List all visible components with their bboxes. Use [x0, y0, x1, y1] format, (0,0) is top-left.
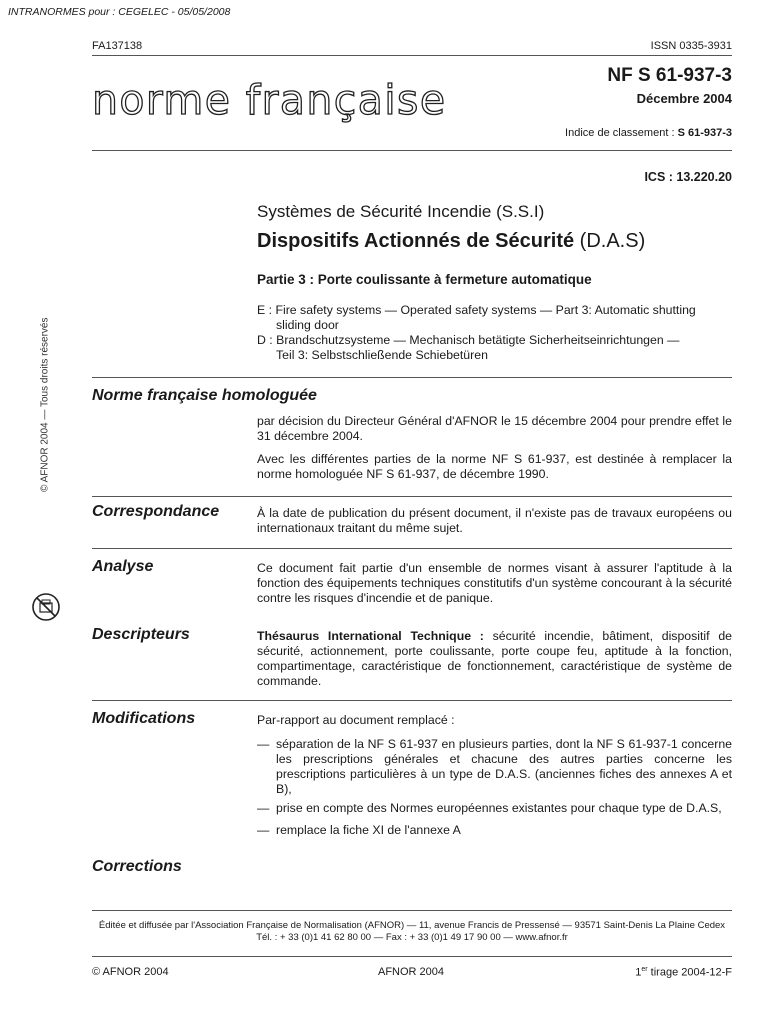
title-top-divider [92, 150, 732, 151]
descripteurs-keywords: sécurité incendie, bâtiment, dispositif de sécurité, actionnement, porte coulissante, porte coupe feu, aptitude à la fonction, compartimentage, caractéristique de fonctionnement, caractéristique de système de commande. [257, 629, 732, 688]
footer-copyright: © AFNOR 2004 [92, 966, 169, 978]
section-heading-correspondance: Correspondance [92, 503, 220, 520]
standard-number: NF S 61-937-3 [607, 65, 732, 86]
section-heading-analyse: Analyse [92, 558, 154, 575]
ics-code: ICS : 13.220.20 [644, 170, 732, 184]
print-edition: 1er tirage 2004-12-F [635, 966, 732, 979]
section-divider-3 [92, 700, 732, 701]
modifications-intro: Par-rapport au document remplacé : [257, 713, 455, 727]
title-line-1: Systèmes de Sécurité Incendie (S.S.I) [257, 202, 545, 221]
part-title: Partie 3 : Porte coulissante à fermeture automatique [257, 272, 592, 287]
list-dash: — [257, 801, 270, 815]
english-title-2: sliding door [276, 318, 339, 332]
footer-center: AFNOR 2004 [378, 966, 445, 978]
footer-bottom-divider [92, 956, 732, 957]
title-bottom-divider [92, 377, 732, 378]
publisher-line-1: Éditée et diffusée par l'Association Française de Normalisation (AFNOR) — 11, avenue Francis de Pressensé — 93571 Saint-Denis La Plaine Cedex [98, 920, 726, 931]
header-divider [92, 55, 732, 56]
section-divider-2 [92, 548, 732, 549]
section-heading-modifications: Modifications [92, 710, 196, 727]
modification-item-1: séparation de la NF S 61-937 en plusieurs parties, dont la NF S 61-937-1 concerne les prescriptions générales et chacune des autres parties concerne les prescriptions particulières à un type de D.A.S. (anciennes fiches des annexes A et B), [276, 737, 732, 796]
english-title-1: E : Fire safety systems — Operated safety systems — Part 3: Automatic shutting [257, 303, 696, 317]
no-photocopy-icon [31, 592, 61, 622]
modification-item-2: prise en compte des Normes européennes existantes pour chaque type de D.A.S, [276, 801, 722, 815]
footer-divider [92, 910, 732, 911]
issn-number: ISSN 0335-3931 [650, 40, 732, 52]
section-heading-homologuee: Norme française homologuée [92, 387, 317, 404]
document-reference: FA137138 [92, 40, 143, 52]
descripteurs-label: Thésaurus International Technique : [257, 629, 484, 643]
title-abbrev: (D.A.S) [574, 230, 646, 252]
section-heading-corrections: Corrections [92, 858, 182, 875]
german-title-1: D : Brandschutzsysteme — Mechanisch betätigte Sicherheitseinrichtungen — [257, 333, 680, 347]
classification-value: S 61-937-3 [677, 127, 732, 139]
classification-label: Indice de classement : [565, 127, 675, 139]
classification-index [565, 127, 732, 139]
modification-item-3: remplace la fiche XI de l'annexe A [276, 823, 461, 837]
top-banner: INTRANORMES pour : CEGELEC - 05/05/2008 [8, 6, 231, 18]
title-line-2 [257, 230, 645, 253]
title-bold: Dispositifs Actionnés de Sécurité [257, 230, 575, 252]
section-heading-descripteurs: Descripteurs [92, 626, 190, 643]
german-title-2: Teil 3: Selbstschließende Schiebetüren [276, 348, 488, 362]
section-divider-1 [92, 496, 732, 497]
correspondance-text: À la date de publication du présent document, il n'existe pas de travaux européens ou internationaux traitant du même sujet. [257, 506, 732, 535]
list-dash: — [257, 823, 270, 837]
descripteurs-text [257, 629, 732, 689]
analyse-text: Ce document fait partie d'un ensemble de normes visant à assurer l'aptitude à la fonction des équipements techniques constitutifs d'un système concourant à la sécurité contre les risques d'incendie et de panique. [257, 561, 732, 605]
list-dash: — [257, 737, 270, 751]
standard-date: Décembre 2004 [636, 91, 732, 106]
homologuee-para-2: Avec les différentes parties de la norme NF S 61-937, est destinée à remplacer la norme homologuée NF S 61-937, de décembre 1990. [257, 452, 732, 481]
norme-francaise-wordmark: norme française [92, 76, 447, 124]
publisher-line-2: Tél. : + 33 (0)1 41 62 80 00 — Fax : + 33 (0)1 49 17 90 00 — www.afnor.fr [256, 932, 568, 943]
homologuee-para-1: par décision du Directeur Général d'AFNOR le 15 décembre 2004 pour prendre effet le 31 décembre 2004. [257, 414, 732, 443]
